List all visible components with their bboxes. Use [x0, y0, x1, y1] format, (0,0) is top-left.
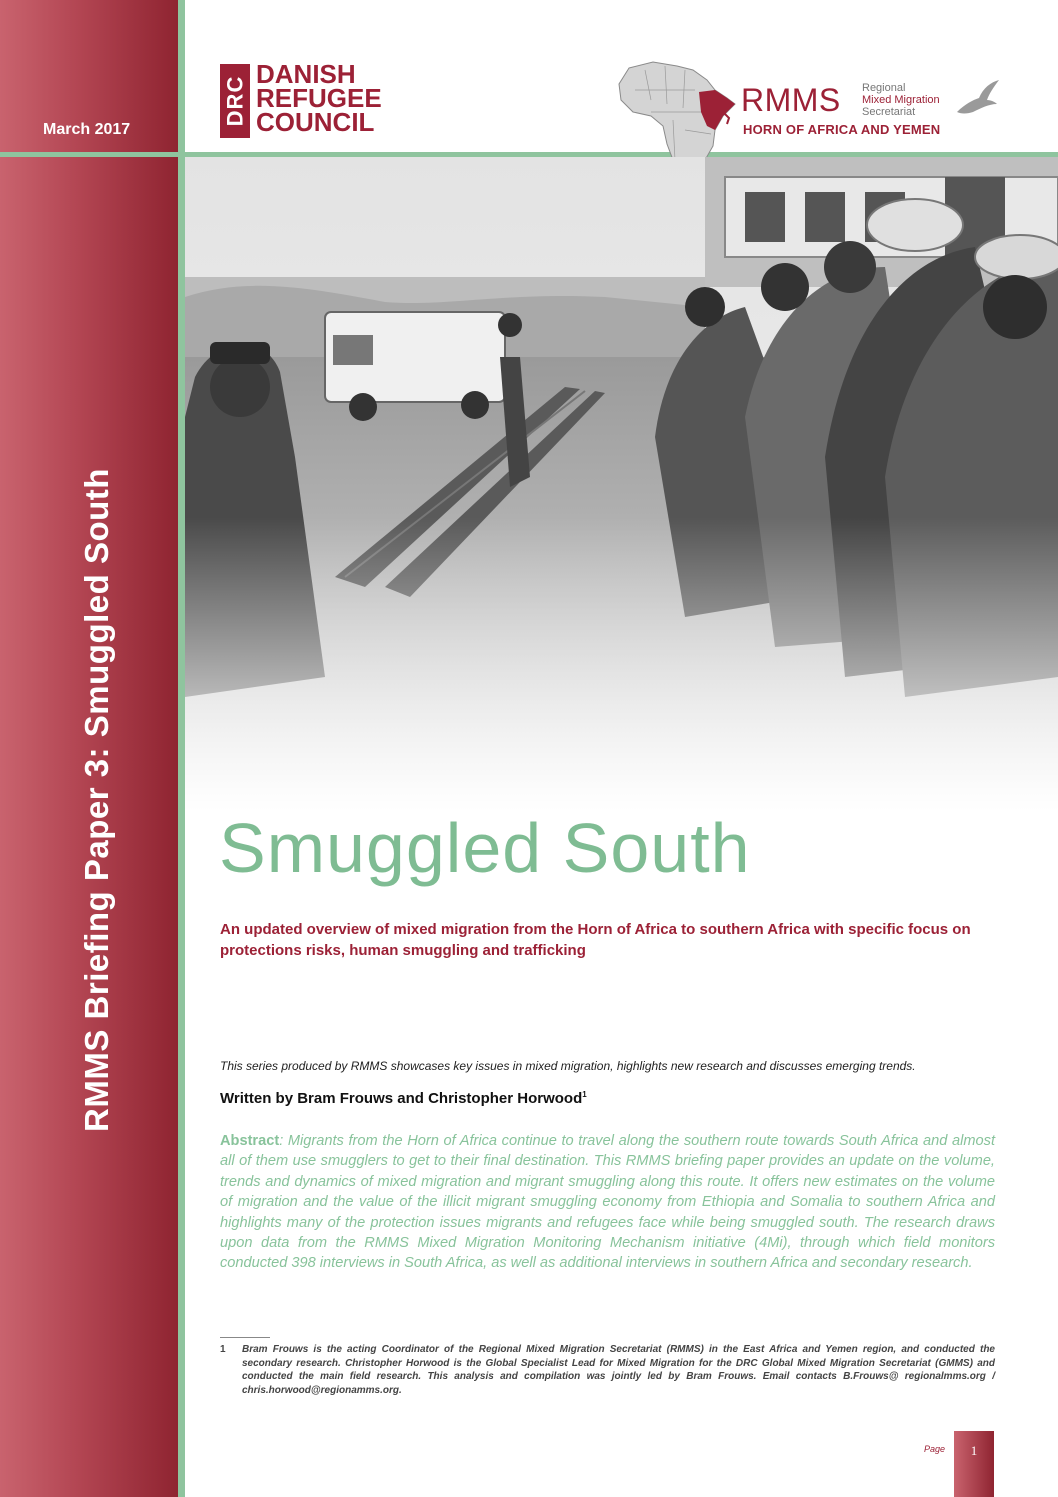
drc-wordmark — [256, 59, 382, 137]
page-number: 1 — [954, 1431, 994, 1497]
sidebar-divider — [178, 0, 185, 1497]
rmms-sub-line2: Mixed Migration — [862, 94, 940, 106]
authors-line — [220, 1090, 587, 1107]
footnote-number: 1 — [220, 1344, 226, 1355]
bird-icon — [955, 78, 1001, 118]
rmms-sub-line3: Secretariat — [862, 106, 916, 118]
document-title: Smuggled South — [219, 809, 751, 887]
abstract-text: Migrants from the Horn of Africa continue to travel along the southern route towards South Africa and almost all of them use smugglers to get to their final destination. This RMMS briefing paper provides an update on the volume, trends and dynamics of mixed migration and migrant smuggling along this route. It offers new estimates on the volume of migration and the value of the illicit migrant smuggling economy from Ethiopia and Somalia to southern Africa and highlights many of the protection issues migrants and refugees face while being smuggled south. The research draws upon data from the RMMS Mixed Migration Monitoring Mechanism initiative (4Mi), through which field monitors conducted 398 interviews in South Africa, as well as additional interviews in southern Africa and secondary research. — [220, 1133, 996, 1272]
abstract-label: Abstract — [220, 1133, 280, 1149]
publication-date: March 2017 — [43, 121, 131, 138]
footnote — [220, 1343, 995, 1397]
footnote-ref[interactable]: 1 — [582, 1090, 587, 1099]
cover-photo — [185, 157, 1058, 812]
abstract: Abstract: Migrants from the Horn of Africa continue to travel along the southern route towards South Africa and almost all of them use smugglers to get to their final destination. This RMMS briefing paper provides an update on the volume, trends and dynamics of mixed migration and migrant smuggling along this route. It offers new estimates on the volume of migration and the value of the illicit migrant smuggling economy from Ethiopia and Somalia to southern Africa and highlights many of the protection issues migrants and refugees face while being smuggled south. The research draws upon data from the RMMS Mixed Migration Monitoring Mechanism initiative (4Mi), through which field monitors conducted 398 interviews in South Africa, as well as additional interviews in southern Africa and secondary research. — [220, 1133, 996, 1272]
rmms-subtitle — [862, 82, 940, 118]
authors-text: Written by Bram Frouws and Christopher Horwood — [220, 1090, 583, 1107]
drc-line1: DANISH — [256, 59, 356, 89]
drc-mark: DRC — [220, 64, 250, 138]
footnote-divider — [220, 1337, 270, 1338]
footnote-text: Bram Frouws is the acting Coordinator of the Regional Mixed Migration Secretariat (RMMS) in the East Africa and Yemen region, and conducted the secondary research. Christopher Horwood is the Global Specialist Lead for Mixed Migration for the DRC Global Mixed Migration Secretariat (GMMS) and conducted the main field research. This analysis and compilation was jointly led by Bram Frouws. Email contacts B.Frouws@ regionalmms.org / chris.horwood@regionamms.org. — [242, 1344, 995, 1396]
drc-line3: COUNCIL — [256, 107, 375, 137]
page-label: Page — [924, 1444, 946, 1454]
rmms-name: RMMS — [741, 82, 841, 118]
rmms-sub-line1: Regional — [862, 82, 906, 94]
cover-photo-railway-migrants-icon — [185, 157, 1058, 812]
drc-line2: REFUGEE — [256, 83, 382, 113]
sidebar-vertical-title: RMMS Briefing Paper 3: Smuggled South — [78, 468, 115, 1132]
series-note: This series produced by RMMS showcases key issues in mixed migration, highlights new research and discusses emerging trends. — [220, 1059, 916, 1073]
document-subtitle: An updated overview of mixed migration from the Horn of Africa to southern Africa with specific focus on protections risks, human smuggling and trafficking — [220, 921, 971, 959]
rmms-region: HORN OF AFRICA AND YEMEN — [743, 122, 941, 137]
